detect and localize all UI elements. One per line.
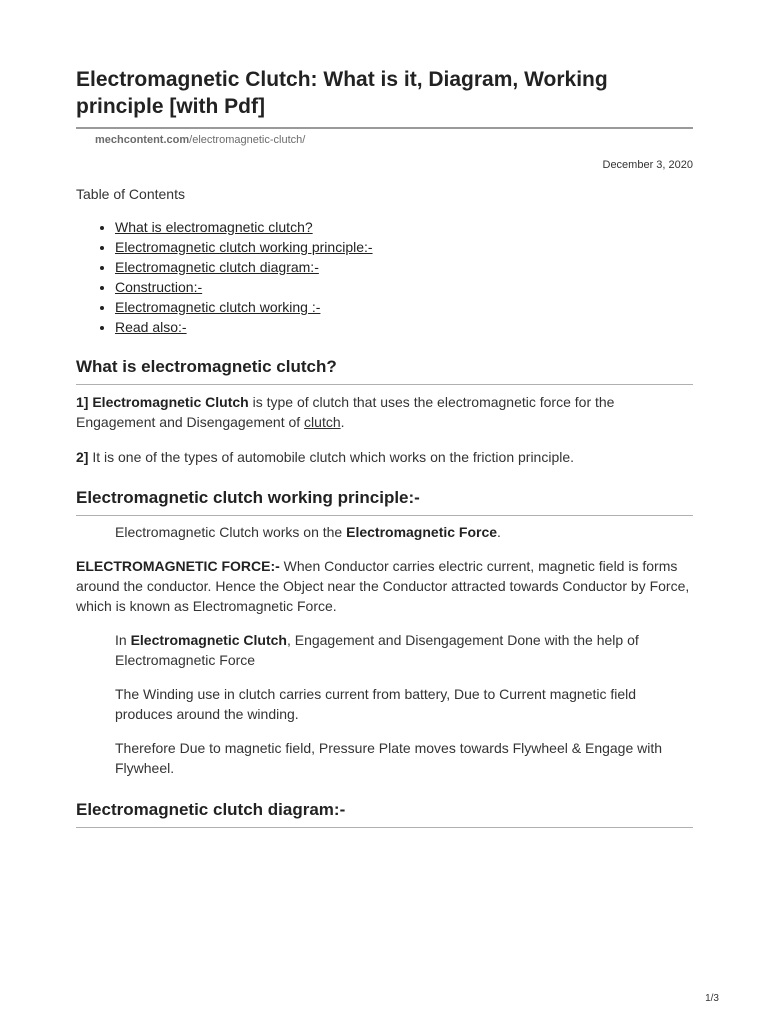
section-heading-working-principle: Electromagnetic clutch working principle:- [76,487,693,516]
section2-paragraph-4: The Winding use in clutch carries current from battery, Due to Current magnetic field produces around the winding. [115,686,637,722]
bold-term: Electromagnetic Force [346,524,498,540]
clutch-link[interactable]: clutch [304,414,341,430]
bold-term: Electromagnetic Clutch [130,632,287,648]
source-domain[interactable]: mechcontent.com [95,134,190,146]
section-heading-diagram: Electromagnetic clutch diagram:- [76,799,693,828]
paragraph-text: is type of clutch that uses the electromagnetic force for the Engagement and Disengagement of [76,394,615,430]
paragraph-text: Electromagnetic Clutch works on the [115,524,347,540]
section1-paragraph-1 [76,392,693,432]
paragraph-text: . [340,414,345,430]
toc-link-working-principle[interactable]: Electromagnetic clutch working principle:- [115,239,373,255]
section2-paragraph-1 [76,522,693,542]
toc-link-diagram[interactable]: Electromagnetic clutch diagram:- [115,259,319,275]
table-of-contents [76,217,693,337]
page-number: 1/3 [705,993,719,1004]
toc-link-read-also[interactable]: Read also:- [115,319,187,335]
toc-item [115,257,693,277]
toc-link-working[interactable]: Electromagnetic clutch working :- [115,299,321,315]
toc-item [115,297,693,317]
toc-item [115,277,693,297]
publish-date: December 3, 2020 [602,159,693,171]
bold-term: ELECTROMAGNETIC FORCE:- [76,558,280,574]
para-number: 2] [76,449,89,465]
paragraph-text: , Engagement and Disengagement Done with the help of Electromagnetic Force [115,632,639,668]
section1-paragraph-2 [76,447,693,467]
toc-heading: Table of Contents [76,186,185,202]
bold-term: Electromagnetic Clutch [92,394,249,410]
section2-paragraph-2 [76,556,693,616]
source-url[interactable] [95,134,693,146]
toc-item [115,237,693,257]
section-heading-what-is: What is electromagnetic clutch? [76,356,693,385]
source-path[interactable]: /electromagnetic-clutch/ [189,134,306,146]
toc-item [115,217,693,237]
section2-paragraph-5: Therefore Due to magnetic field, Pressure Plate moves towards Flywheel & Engage with Flywheel. [115,740,663,776]
page-title: Electromagnetic Clutch: What is it, Diagram, Working principle [with Pdf] [76,66,693,129]
para-number: 1] [76,394,89,410]
document-page [76,66,693,828]
toc-link-construction[interactable]: Construction:- [115,279,203,295]
toc-link-what-is[interactable]: What is electromagnetic clutch? [115,219,313,235]
paragraph-text: In [115,632,131,648]
paragraph-text: When Conductor carries electric current, magnetic field is forms around the conductor. Hence the Object near the Conductor attracted towards Conductor by Force, which is known as Electromagnetic Force. [76,558,690,614]
paragraph-text: It is one of the types of automobile clutch which works on the friction principle. [88,449,575,465]
section2-paragraph-3 [76,630,693,670]
paragraph-text: . [497,524,501,540]
toc-item [115,317,693,337]
